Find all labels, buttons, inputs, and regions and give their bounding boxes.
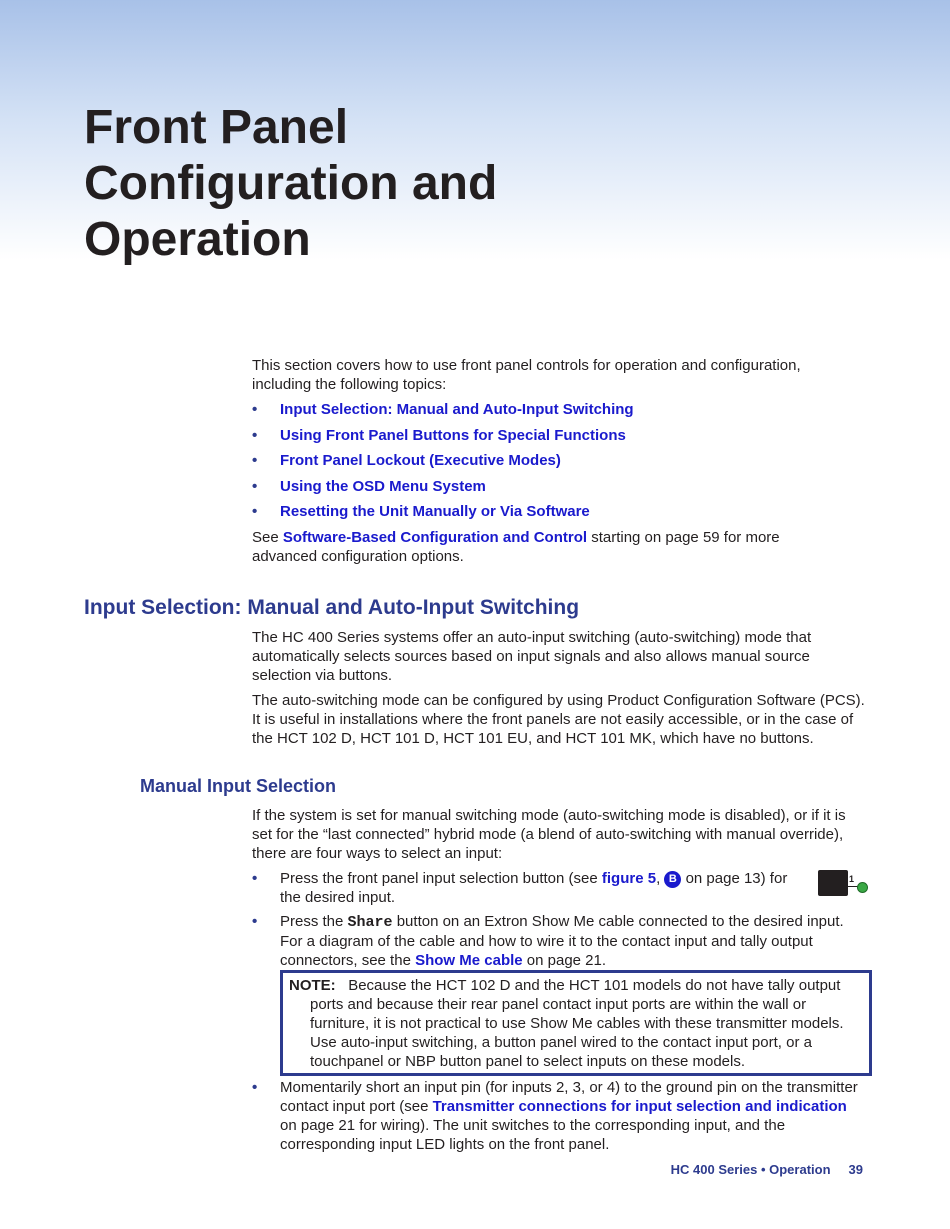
topic-list xyxy=(252,400,852,528)
chapter-title xyxy=(84,100,604,268)
bullet1-suffix: on page 13) for the desired input. xyxy=(280,870,788,906)
manual-selection-intro: If the system is set for manual switching mode (auto-switching mode is disabled), or if it is set for the “last connected” hybrid mode (a blend of auto-switching with manual override), there are four ways to select an input: xyxy=(252,807,846,862)
chapter-title-line-1: Front Panel xyxy=(84,101,349,154)
list-item xyxy=(252,477,852,496)
footer-doc-title: HC 400 Series • Operation xyxy=(670,1162,831,1177)
input-button-graphic xyxy=(818,870,848,896)
bullet-icon: • xyxy=(252,401,258,418)
bullet2-suffix: on page 21. xyxy=(522,952,607,969)
note-text: Because the HCT 102 D and the HCT 101 models do not have tally output ports and because their rear panel contact input ports are within the wall or furniture, it is not practical to use Show Me cables with these transmitter models. Use auto-input switching, a button panel wired to the contact input port, or a touchpanel or NBP button panel to select inputs on these models. xyxy=(310,977,844,1070)
chapter-title-line-2: Configuration and xyxy=(84,157,498,210)
list-item xyxy=(252,451,852,470)
show-me-cable-link[interactable]: Show Me cable xyxy=(415,952,523,969)
list-item xyxy=(252,426,852,445)
figure-5-link[interactable]: figure 5 xyxy=(601,870,657,887)
list-item xyxy=(252,502,852,521)
section-heading-input-selection: Input Selection: Manual and Auto-Input Switching xyxy=(84,596,580,619)
callout-b-icon: B xyxy=(664,871,681,888)
software-config-link[interactable]: Software-Based Configuration and Control xyxy=(282,529,588,546)
share-button-label: Share xyxy=(347,914,393,931)
bullet-icon: • xyxy=(252,913,258,930)
bullet2-middle: button on an Extron Show Me cable connected to the desired input. For a diagram of the cable and how to wire it to the contact input and tally output connectors, see the xyxy=(280,913,844,969)
topic-link-special-functions[interactable]: Using Front Panel Buttons for Special Functions xyxy=(280,426,626,444)
see-also-paragraph xyxy=(252,528,822,566)
list-item xyxy=(252,912,852,970)
bullet-icon: • xyxy=(252,452,258,469)
subsection-heading-manual-input: Manual Input Selection xyxy=(140,776,337,796)
page-footer xyxy=(671,1162,863,1177)
intro-paragraph: This section covers how to use front panel controls for operation and configuration, including the following topics: xyxy=(252,357,801,393)
see-suffix: starting on page 59 for more advanced configuration options. xyxy=(252,529,780,565)
bullet-icon: • xyxy=(252,1079,258,1096)
topic-link-resetting[interactable]: Resetting the Unit Manually or Via Software xyxy=(280,503,590,520)
see-prefix: See xyxy=(252,529,283,546)
chapter-title-line-3: Operation xyxy=(84,213,311,266)
list-item xyxy=(252,1078,867,1154)
transmitter-connections-link[interactable]: Transmitter connections for input selection and indication xyxy=(432,1098,847,1115)
bullet-icon: • xyxy=(252,503,258,520)
note-paragraph xyxy=(289,976,863,1071)
manual-method-list-2 xyxy=(252,912,852,970)
input-number-label: 1 xyxy=(849,874,855,884)
input-button-led-icon xyxy=(818,870,868,900)
input-selection-paragraph-2: The auto-switching mode can be configured by using Product Configuration Software (PCS). It is useful in installations where the front panels are not easily accessible, or in the case of the HCT 102 D, HCT 101 D, HCT 101 EU, and HCT 101 MK, which have no buttons. xyxy=(252,692,865,747)
topic-link-osd-menu[interactable]: Using the OSD Menu System xyxy=(280,477,486,495)
note-label: NOTE: xyxy=(289,977,336,994)
topic-link-input-selection[interactable]: Input Selection: Manual and Auto-Input Switching xyxy=(280,401,634,418)
bullet-icon: • xyxy=(252,426,258,444)
bullet3-prefix: Momentarily short an input pin (for inputs 2, 3, or 4) to the ground pin on the transmitter contact input port (see xyxy=(280,1079,858,1115)
footer-page-number: 39 xyxy=(848,1162,863,1177)
list-item xyxy=(252,869,800,907)
note-box xyxy=(280,970,872,1076)
input-selection-paragraph-1: The HC 400 Series systems offer an auto-input switching (auto-switching) mode that automatically selects sources based on input signals and also allows manual source selection via buttons. xyxy=(252,629,812,684)
bullet-icon: • xyxy=(252,477,258,495)
manual-method-list-3 xyxy=(252,1078,867,1154)
green-led-icon xyxy=(857,882,868,893)
bullet1-prefix: Press the front panel input selection button (see xyxy=(280,870,602,887)
topic-link-lockout[interactable]: Front Panel Lockout (Executive Modes) xyxy=(280,452,561,469)
manual-method-list-1 xyxy=(252,869,867,907)
bullet3-suffix: on page 21 for wiring). The unit switches to the corresponding input, and the corresponding input LED lights on the front panel. xyxy=(280,1117,786,1153)
bullet-icon: • xyxy=(252,870,258,887)
bullet1-comma: , xyxy=(656,870,665,887)
bullet2-prefix: Press the xyxy=(280,913,348,930)
list-item xyxy=(252,400,852,419)
